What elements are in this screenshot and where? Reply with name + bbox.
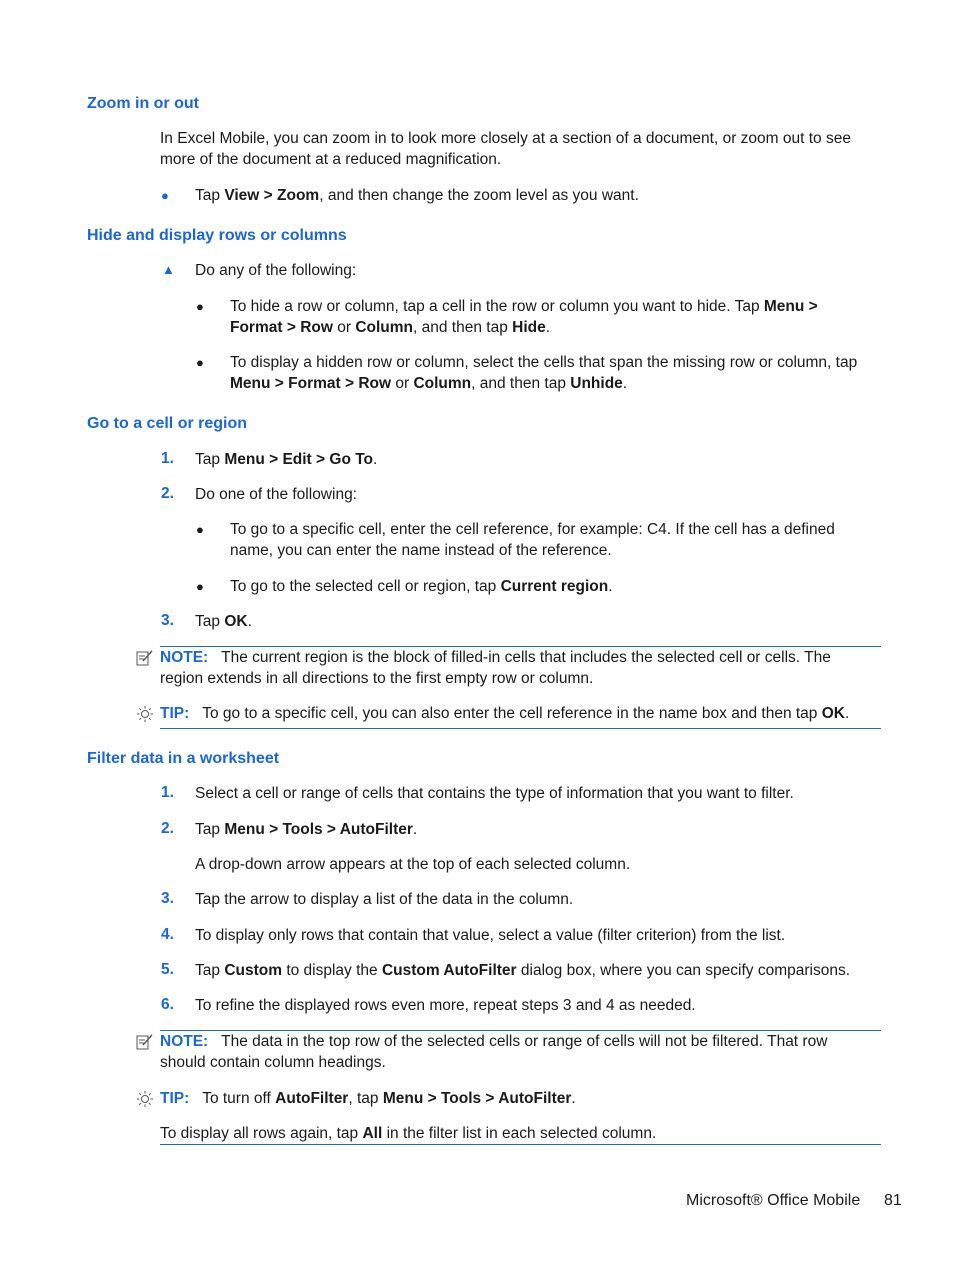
footer-title: Microsoft® Office Mobile	[686, 1192, 861, 1209]
step-number: 2.	[161, 485, 174, 502]
zoom-bullet: Tap View > Zoom, and then change the zoom level as you want.	[195, 187, 639, 204]
bullet-marker: ●	[161, 188, 169, 203]
note-icon	[136, 649, 154, 672]
filter-note: NOTE: The data in the top row of the selected cells or range of cells will not be filtered. That row should contain column headings.	[160, 1033, 828, 1071]
heading-go-to: Go to a cell or region	[87, 415, 248, 432]
goto-step-2: Do one of the following:	[195, 486, 357, 503]
bullet-marker: ●	[196, 355, 204, 370]
step-number: 2.	[161, 820, 174, 837]
step-number: 3.	[161, 890, 174, 907]
filter-step-4: To display only rows that contain that value, select a value (filter criterion) from the list.	[195, 927, 786, 944]
tip-icon	[136, 1090, 154, 1113]
zoom-intro: In Excel Mobile, you can zoom in to look more closely at a section of a document, or zoom out to see more of the document at a reduced magnification.	[160, 130, 851, 168]
goto-tip: TIP: To go to a specific cell, you can also enter the cell reference in the name box and then tap OK.	[160, 705, 850, 722]
filter-step-3: Tap the arrow to display a list of the data in the column.	[195, 891, 574, 908]
step-number: 1.	[161, 784, 174, 801]
heading-filter: Filter data in a worksheet	[87, 750, 280, 767]
goto-bullet-2: To go to the selected cell or region, tap Current region.	[230, 578, 613, 595]
tip-icon	[136, 705, 154, 728]
page-number: 81	[884, 1192, 902, 1209]
note-icon	[136, 1033, 154, 1056]
filter-step-6: To refine the displayed rows even more, repeat steps 3 and 4 as needed.	[195, 997, 696, 1014]
step-number: 3.	[161, 612, 174, 629]
filter-tip: TIP: To turn off AutoFilter, tap Menu > Tools > AutoFilter.	[160, 1090, 576, 1107]
heading-zoom: Zoom in or out	[87, 95, 199, 112]
triangle-icon: ▲	[162, 262, 175, 277]
step-number: 1.	[161, 450, 174, 467]
bullet-marker: ●	[196, 522, 204, 537]
hide-bullet-1: To hide a row or column, tap a cell in the row or column you want to hide. Tap Menu > Format > Row or Column, and then tap Hide.	[230, 298, 818, 336]
heading-hide-display: Hide and display rows or columns	[87, 227, 347, 244]
bullet-marker: ●	[196, 579, 204, 594]
filter-step-5: Tap Custom to display the Custom AutoFilter dialog box, where you can specify comparisons.	[195, 962, 851, 979]
hide-bullet-2: To display a hidden row or column, select the cells that span the missing row or column, tap Menu > Format > Row or Column, and then tap Unhide.	[230, 354, 858, 392]
step-number: 6.	[161, 996, 174, 1013]
goto-step-3: Tap OK.	[195, 613, 252, 630]
goto-step-1: Tap Menu > Edit > Go To.	[195, 451, 378, 468]
tip-bottom-rule	[160, 1144, 881, 1145]
filter-step-1: Select a cell or range of cells that contains the type of information that you want to filter.	[195, 785, 794, 802]
step-number: 4.	[161, 926, 174, 943]
tip-bottom-rule	[160, 728, 881, 729]
filter-step-2-sub: A drop-down arrow appears at the top of each selected column.	[195, 856, 631, 873]
filter-tip-2: To display all rows again, tap All in the filter list in each selected column.	[160, 1125, 657, 1142]
hide-lead: Do any of the following:	[195, 262, 357, 279]
filter-step-2: Tap Menu > Tools > AutoFilter.	[195, 821, 418, 838]
goto-note: NOTE: The current region is the block of filled-in cells that includes the selected cell or cells. The region extends in all directions to the first empty row or column.	[160, 649, 831, 687]
goto-bullet-1: To go to a specific cell, enter the cell reference, for example: C4. If the cell has a defined name, you can enter the name instead of the reference.	[230, 521, 835, 559]
step-number: 5.	[161, 961, 174, 978]
bullet-marker: ●	[196, 299, 204, 314]
